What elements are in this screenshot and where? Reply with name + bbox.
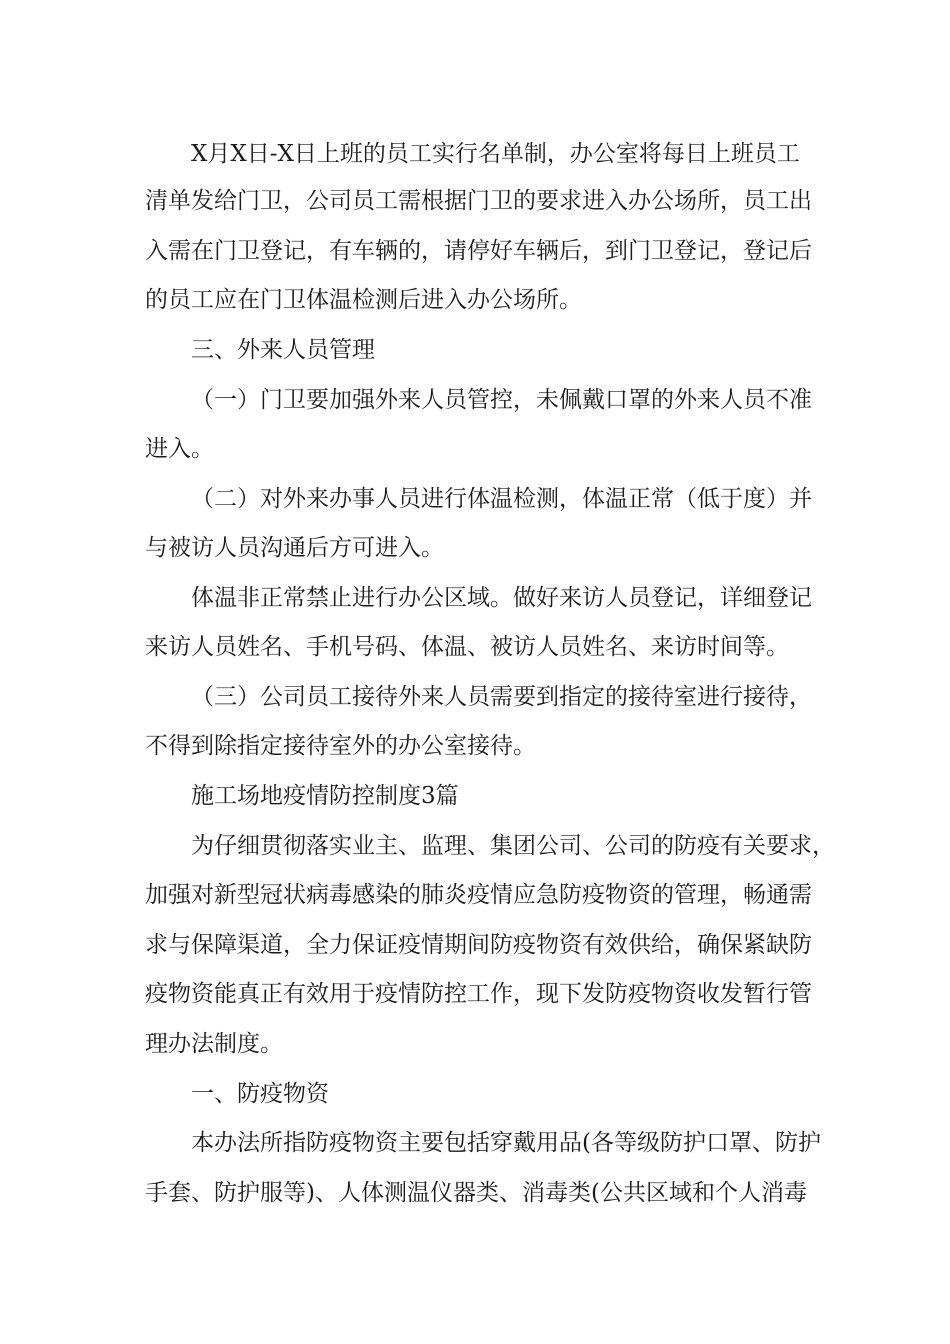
paragraph-line: 不得到除指定接待室外的办公室接待。	[145, 733, 536, 759]
section-heading: 三、外来人员管理	[191, 337, 375, 363]
paragraph-line: 理办法制度。	[145, 1031, 283, 1057]
paragraph-line: X月X日-X日上班的员工实行名单制，办公室将每日上班员工	[191, 141, 800, 167]
paragraph-line: 体温非正常禁止进行办公区域。做好来访人员登记，详细登记	[191, 585, 812, 611]
paragraph-line: 为仔细贯彻落实业主、监理、集团公司、公司的防疫有关要求，	[191, 833, 835, 859]
paragraph-line: 手套、防护服等)、人体测温仪器类、消毒类(公共区域和个人消毒	[145, 1180, 807, 1206]
paragraph-line: （一）门卫要加强外来人员管控，未佩戴口罩的外来人员不准	[191, 387, 812, 413]
paragraph-line: 求与保障渠道，全力保证疫情期间防疫物资有效供给，确保紧缺防	[145, 932, 812, 958]
section-heading: 一、防疫物资	[191, 1081, 329, 1107]
paragraph-line: （二）对外来办事人员进行体温检测，体温正常（低于度）并	[191, 486, 812, 512]
paragraph-line: 加强对新型冠状病毒感染的肺炎疫情应急防疫物资的管理，畅通需	[145, 882, 812, 908]
document-title: 施工场地疫情防控制度3篇	[191, 783, 459, 809]
paragraph-line: 本办法所指防疫物资主要包括穿戴用品(各等级防护口罩、防护	[191, 1130, 821, 1156]
paragraph-line: 的员工应在门卫体温检测后进入办公场所。	[145, 287, 582, 313]
paragraph-line: 与被访人员沟通后方可进入。	[145, 535, 444, 561]
paragraph-line: 疫物资能真正有效用于疫情防控工作，现下发防疫物资收发暂行管	[145, 981, 812, 1007]
paragraph-line: 入需在门卫登记，有车辆的，请停好车辆后，到门卫登记，登记后	[145, 238, 812, 264]
paragraph-line: 进入。	[145, 436, 214, 462]
paragraph-line: 来访人员姓名、手机号码、体温、被访人员姓名、来访时间等。	[145, 634, 789, 660]
paragraph-line: （三）公司员工接待外来人员需要到指定的接待室进行接待，	[191, 684, 812, 710]
paragraph-line: 清单发给门卫，公司员工需根据门卫的要求进入办公场所，员工出	[145, 188, 812, 214]
